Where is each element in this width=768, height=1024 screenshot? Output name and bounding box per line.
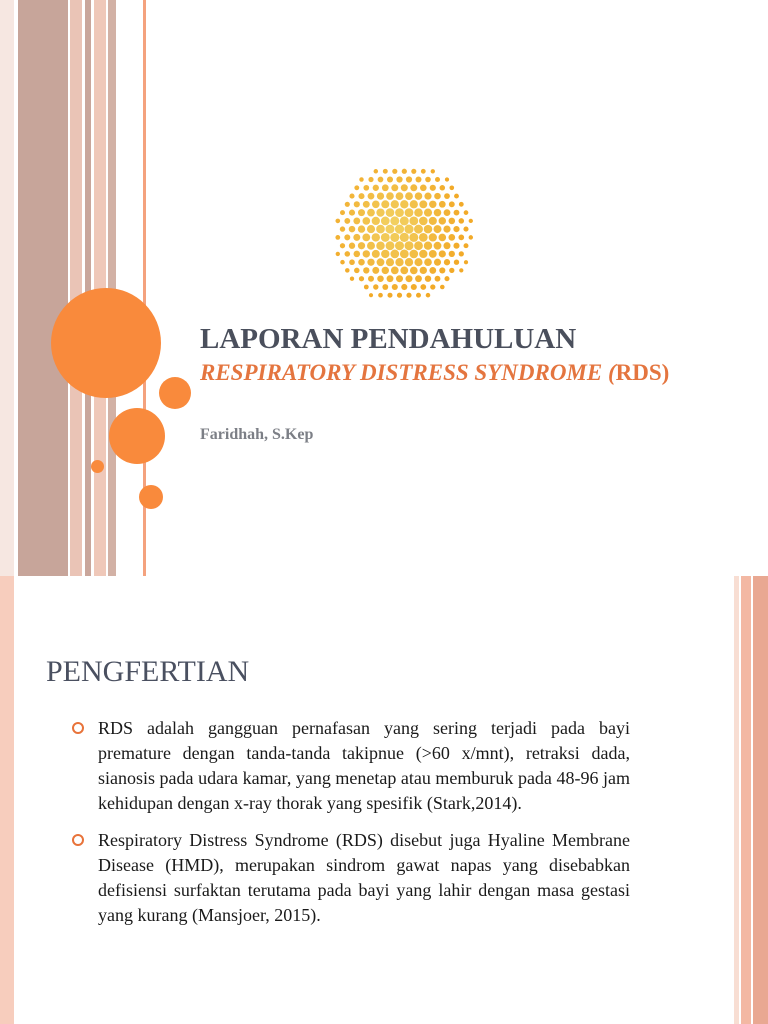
sunburst-dot bbox=[406, 293, 411, 298]
sunburst-dot bbox=[391, 184, 398, 191]
sunburst-dot bbox=[363, 185, 369, 191]
sunburst-dot bbox=[386, 208, 395, 217]
sunburst-dot bbox=[445, 177, 449, 181]
sunburst-dot bbox=[444, 193, 450, 199]
sunburst-dot bbox=[386, 225, 395, 234]
bullet-text: Respiratory Distress Syndrome (RDS) disebut juga Hyaline Membrane Disease (HMD), merupakan sindrom gawat napas yang disebabkan defisiensi surfaktan terutama pada bayi yang lahir dengan masa gestasi yang kurang (Mansjoer, 2015). bbox=[98, 830, 630, 925]
sunburst-dot bbox=[458, 235, 464, 241]
sunburst-dot bbox=[434, 242, 442, 250]
sunburst-dot bbox=[463, 227, 468, 232]
sunburst-dot bbox=[386, 192, 394, 200]
orange-circle-medium bbox=[109, 408, 165, 464]
bullet-text: RDS adalah gangguan pernafasan yang sering terjadi pada bayi premature dengan tanda-tanda takipnue (>60 x/mnt), retraksi dada, sianosis pada udara kamar, yang menetap atau memburuk pada 48-96 jam kehidupan dengan x-ray thorak yang spesifik (Stark,2014). bbox=[98, 718, 630, 813]
sunburst-dot bbox=[392, 169, 397, 174]
orange-circle-large bbox=[51, 288, 161, 398]
sunburst-dot bbox=[444, 259, 450, 265]
sunburst-dot bbox=[391, 267, 399, 275]
sunburst-dot bbox=[439, 234, 447, 242]
sunburst-dot bbox=[429, 217, 437, 225]
sunburst-dot bbox=[358, 259, 365, 266]
sunburst-dot bbox=[335, 219, 340, 224]
sunburst-dot bbox=[420, 284, 426, 290]
sunburst-dot bbox=[409, 250, 418, 259]
sunburst-dot bbox=[401, 284, 407, 290]
sunburst-dot bbox=[419, 200, 427, 208]
sunburst-dot bbox=[439, 217, 446, 224]
sunburst-dot bbox=[367, 242, 375, 250]
bullet-item bbox=[72, 828, 630, 928]
sunburst-dot bbox=[363, 201, 370, 208]
sunburst-dot bbox=[349, 243, 355, 249]
sunburst-dot bbox=[430, 185, 436, 191]
sunburst-dot bbox=[362, 217, 370, 225]
sunburst-dot bbox=[381, 250, 389, 258]
sunburst-dot bbox=[454, 260, 459, 265]
sunburst-dot bbox=[340, 260, 345, 265]
sunburst-dot bbox=[350, 277, 354, 281]
sunburst-dot bbox=[377, 192, 384, 199]
sunburst-dot bbox=[364, 285, 369, 290]
sunburst-dot bbox=[382, 184, 389, 191]
sunburst-dot bbox=[439, 267, 445, 273]
sunburst-dot bbox=[415, 275, 422, 282]
sunburst-dot bbox=[464, 210, 469, 215]
orange-circle-tiny bbox=[91, 460, 104, 473]
sunburst-dot bbox=[373, 185, 379, 191]
sunburst-dot bbox=[378, 177, 384, 183]
sunburst-dot bbox=[396, 275, 403, 282]
sunburst-dot bbox=[404, 225, 413, 234]
sunburst-dot bbox=[459, 218, 465, 224]
sunburst-dot bbox=[367, 209, 375, 217]
sunburst-dot bbox=[354, 201, 360, 207]
sunburst-dot bbox=[431, 169, 435, 173]
sunburst-dot bbox=[444, 276, 449, 281]
sunburst-dot bbox=[411, 284, 417, 290]
sunburst-dot bbox=[390, 250, 399, 259]
sunburst-dot bbox=[387, 176, 393, 182]
sunburst-dot bbox=[353, 234, 360, 241]
sunburst-dot bbox=[410, 200, 418, 208]
sunburst-dot bbox=[424, 258, 432, 266]
sunburst-dot bbox=[349, 259, 355, 265]
sunburst-dot bbox=[383, 169, 388, 174]
sunburst-dot bbox=[429, 233, 437, 241]
sunburst-dot bbox=[344, 234, 350, 240]
sunburst-dot bbox=[439, 201, 446, 208]
sunburst-dot bbox=[400, 267, 408, 275]
sunburst-dot bbox=[425, 177, 431, 183]
sunburst-dot bbox=[395, 208, 404, 217]
sunburst-dot bbox=[353, 217, 360, 224]
sunburst-dot bbox=[372, 201, 380, 209]
sunburst-dot bbox=[421, 169, 426, 174]
stripe-pink-1 bbox=[70, 0, 82, 576]
sunburst-dot bbox=[440, 285, 445, 290]
sunburst-dot bbox=[434, 225, 442, 233]
sunburst-dot bbox=[368, 177, 373, 182]
sunburst-dot bbox=[464, 243, 469, 248]
sunburst-dot bbox=[359, 177, 363, 181]
sunburst-dot bbox=[414, 241, 423, 250]
sunburst-dot bbox=[369, 293, 373, 297]
sunburst-dot bbox=[376, 241, 385, 250]
sunburst-dot bbox=[425, 276, 431, 282]
slide-subtitle bbox=[200, 358, 760, 388]
sunburst-dot bbox=[410, 184, 417, 191]
sunburst-dot bbox=[415, 192, 423, 200]
sunburst-dot bbox=[401, 184, 408, 191]
sunburst-dot bbox=[400, 200, 408, 208]
sunburst-dot bbox=[419, 250, 427, 258]
sunburst-dot bbox=[358, 193, 364, 199]
sunburst-logo bbox=[318, 160, 488, 310]
stripe-right-light bbox=[734, 576, 739, 1024]
sunburst-dot bbox=[406, 176, 412, 182]
sunburst-dot bbox=[358, 209, 365, 216]
sunburst-dot bbox=[335, 235, 340, 240]
sunburst-dot bbox=[443, 226, 450, 233]
bullet-ring-icon bbox=[72, 722, 84, 734]
sunburst-dot bbox=[358, 225, 365, 232]
sunburst-dot bbox=[419, 217, 428, 226]
stripe-right-brown bbox=[753, 576, 768, 1024]
stripe-light-left bbox=[0, 0, 14, 576]
sunburst-dot bbox=[354, 268, 360, 274]
sunburst-dot bbox=[386, 258, 394, 266]
sunburst-dot bbox=[381, 233, 390, 242]
sunburst-dot bbox=[391, 200, 399, 208]
stripe-brown-wide bbox=[18, 0, 68, 576]
sunburst-dot bbox=[377, 275, 384, 282]
sunburst-dot bbox=[336, 252, 340, 256]
sunburst-dot bbox=[430, 284, 435, 289]
sunburst-dot bbox=[345, 268, 350, 273]
sunburst-dot bbox=[411, 169, 416, 174]
sunburst-dot bbox=[416, 177, 422, 183]
sunburst-dot bbox=[381, 200, 389, 208]
sunburst-dot bbox=[409, 233, 418, 242]
orange-circle-small-1 bbox=[159, 377, 191, 409]
sunburst-dot bbox=[434, 193, 441, 200]
sunburst-dot bbox=[400, 233, 409, 242]
sunburst-dot bbox=[424, 225, 433, 234]
sunburst-dot bbox=[354, 251, 361, 258]
sunburst-dot bbox=[440, 185, 446, 191]
sunburst-dot bbox=[409, 216, 418, 225]
author-name: Faridhah, S.Kep bbox=[200, 426, 314, 443]
sunburst-dot bbox=[387, 293, 392, 298]
sunburst-dot bbox=[382, 284, 388, 290]
sunburst-dot bbox=[405, 241, 414, 250]
sunburst-dot bbox=[439, 250, 446, 257]
sunburst-dot bbox=[386, 241, 395, 250]
sunburst-dot bbox=[372, 250, 380, 258]
sunburst-dot bbox=[340, 210, 345, 215]
sunburst-dot bbox=[459, 268, 463, 272]
sunburst-dot bbox=[410, 267, 418, 275]
sunburst-dot bbox=[400, 250, 409, 259]
sunburst-dot bbox=[435, 177, 440, 182]
sunburst-dot bbox=[396, 192, 404, 200]
sunburst-dot bbox=[449, 218, 456, 225]
sunburst-dot bbox=[454, 194, 459, 199]
section-title: PENGFERTIAN bbox=[46, 655, 250, 688]
sunburst-dot bbox=[349, 226, 356, 233]
sunburst-dot bbox=[367, 225, 375, 233]
sunburst-dot bbox=[345, 202, 350, 207]
sunburst-dot bbox=[374, 169, 379, 174]
sunburst-dot bbox=[414, 258, 422, 266]
sunburst-dot bbox=[435, 276, 441, 282]
sunburst-dot bbox=[373, 284, 378, 289]
sunburst-dot bbox=[429, 201, 436, 208]
sunburst-dot bbox=[449, 185, 454, 190]
sunburst-dot bbox=[372, 267, 379, 274]
sunburst-dot bbox=[424, 242, 432, 250]
stripe-right-pink bbox=[741, 576, 751, 1024]
orange-circle-small-2 bbox=[139, 485, 163, 509]
sunburst-dot bbox=[377, 258, 385, 266]
sunburst-dot bbox=[387, 275, 394, 282]
sunburst-dot bbox=[349, 194, 354, 199]
sunburst-dot bbox=[363, 267, 369, 273]
sunburst-dot bbox=[434, 209, 442, 217]
sunburst-dot bbox=[396, 176, 402, 182]
sunburst-dot bbox=[414, 225, 423, 234]
sunburst-dot bbox=[376, 225, 385, 234]
sunburst-dot bbox=[420, 184, 427, 191]
slide-title: LAPORAN PENDAHULUAN bbox=[200, 323, 577, 355]
sunburst-dot bbox=[400, 216, 409, 225]
sunburst-dot bbox=[414, 208, 423, 217]
stripe-left-salmon bbox=[0, 576, 14, 1024]
bullet-list bbox=[72, 716, 630, 940]
sunburst-dot bbox=[424, 193, 431, 200]
sunburst-dot bbox=[420, 267, 427, 274]
sunburst-dot bbox=[367, 259, 374, 266]
sunburst-dot bbox=[354, 185, 359, 190]
sunburst-dot bbox=[372, 217, 380, 225]
sunburst-dot bbox=[449, 268, 454, 273]
sunburst-dot bbox=[426, 293, 431, 298]
sunburst-dot bbox=[359, 276, 364, 281]
sunburst-dot bbox=[344, 218, 350, 224]
sunburst-dot bbox=[469, 219, 473, 223]
sunburst-dot bbox=[372, 233, 380, 241]
sunburst-dot bbox=[453, 243, 459, 249]
sunburst-dot bbox=[449, 201, 455, 207]
sunburst-dot bbox=[405, 258, 413, 266]
sunburst-dot bbox=[424, 209, 432, 217]
sunburst-dot bbox=[406, 275, 413, 282]
sunburst-dot bbox=[395, 258, 403, 266]
sunburst-dot bbox=[444, 209, 451, 216]
sunburst-dot bbox=[429, 250, 437, 258]
sunburst-dot bbox=[395, 241, 404, 250]
sunburst-dot bbox=[419, 233, 428, 242]
sunburst-dot bbox=[358, 242, 365, 249]
sunburst-dot bbox=[392, 284, 398, 290]
sunburst-dot bbox=[443, 242, 450, 249]
stripe-brown-thin bbox=[85, 0, 91, 576]
sunburst-dot bbox=[362, 234, 370, 242]
sunburst-dot bbox=[368, 193, 375, 200]
subtitle-plain-part: RDS) bbox=[615, 360, 670, 385]
sunburst-dot bbox=[402, 169, 407, 174]
sunburst-dot bbox=[453, 226, 459, 232]
subtitle-italic-part: RESPIRATORY DISTRESS SYNDROME ( bbox=[200, 360, 616, 385]
sunburst-dot bbox=[449, 251, 455, 257]
sunburst-dot bbox=[405, 192, 413, 200]
sunburst-dot bbox=[429, 267, 436, 274]
sunburst-dot bbox=[448, 234, 455, 241]
sunburst-dot bbox=[340, 226, 345, 231]
sunburst-dot bbox=[378, 293, 383, 298]
sunburst-dot bbox=[405, 208, 414, 217]
sunburst-dot bbox=[349, 210, 355, 216]
sunburst-dot bbox=[390, 233, 399, 242]
sunburst-dot bbox=[469, 235, 473, 239]
sunburst-dot bbox=[345, 251, 351, 257]
sunburst-dot bbox=[340, 243, 345, 248]
sunburst-dot bbox=[390, 216, 399, 225]
sunburst-dot bbox=[459, 202, 464, 207]
bullet-ring-icon bbox=[72, 834, 84, 846]
sunburst-dot bbox=[459, 251, 464, 256]
sunburst-dot bbox=[454, 210, 460, 216]
sunburst-dot bbox=[434, 259, 441, 266]
sunburst-dot bbox=[395, 225, 404, 234]
sunburst-dot bbox=[363, 250, 370, 257]
bullet-item bbox=[72, 716, 630, 816]
sunburst-dot bbox=[376, 208, 384, 216]
sunburst-dot bbox=[381, 217, 390, 226]
sunburst-dot bbox=[368, 276, 374, 282]
sunburst-dot bbox=[416, 293, 421, 298]
sunburst-dot bbox=[397, 293, 402, 298]
sunburst-dot bbox=[382, 267, 389, 274]
sunburst-dot bbox=[464, 260, 468, 264]
